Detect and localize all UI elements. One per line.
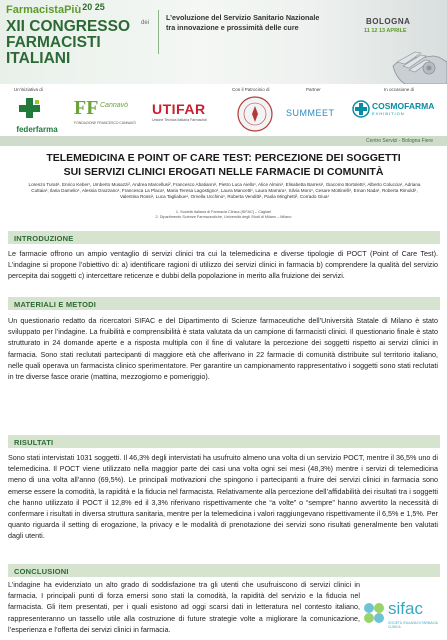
fofi-logo <box>74 98 144 132</box>
sifac-logo <box>360 596 440 638</box>
section-body-results: Sono stati intervistati 1031 soggetti. Il 46,3% degli intervistati ha usufruito almeno una volta di un servizio POCT, mentre il 36,5% uno di telemedicina. Il POCT viene utilizzato nella maggior parte dei casi una volta ogni sei mesi (48,3%) mentre i servizi di telemedicina meno di una volta all’anno (69,5%). Le principali motivazioni che spingono i partecipanti a fruire dei servizi clinici in farmacia sono emerse essere la comodità, la rapidità e la fiducia nel farmacista. Relativamente alla percezione dell’affidabilità dei risultati tra i soggetti che hanno utilizzato il POCT il 12,8% ed il 3,3% riferivano rispettivamente che “a volte” o “sempre” hanno avvertito la necessità di confermare i risultati in diversa struttura sanitaria, mentre per la telemedicina i valori raggiungevano rispettivamente il 6,5% e 1,5%. Per quanto riguarda il setting di erogazione, la privacy e le modalità di prenotazione dei servizi sono risultati generalmente ben valutati dagli utenti. <box>8 453 438 541</box>
section-title-introduction: INTRODUZIONE <box>14 233 74 243</box>
label-partner: Partner <box>306 87 321 92</box>
cosmofarma-mark <box>352 100 370 118</box>
brand-logo <box>6 4 105 16</box>
congress-header <box>0 0 447 84</box>
utifar-name: UTIFAR <box>152 101 206 117</box>
summeet-name: SUMMEET <box>286 108 335 118</box>
cosmofarma-logo <box>352 98 444 128</box>
section-heading-methods <box>8 297 440 310</box>
section-heading-introduction <box>8 231 440 244</box>
section-body-methods: Un questionario redatto da ricercatori SIFAC e del Dipartimento di Scienze farmaceutiche dell’Università Statale di Milano è stato sviluppato per l’indagine. La fruibilità e comprensibilità è stata valutata da un campione di farmacisti clinici. Il questionario finale è stato strutturato in 24 domande aperte e a risposta multipla con il fine di valutare la percezione dei soggetti rispetto ai servizi clinici in farmacia. Sono stati reclutati partecipanti di maggiore età che afferivano in 22 farmacie di comunità distribuite sul territorio italiano, nelle quali operava un farmacista clinico sperimentatore. Per garantire un campionamento rappresentativo i soggetti sono stati reclutati in tre diverse fasce orarie (mattina, mezzogiorno e pomeriggio). <box>8 316 438 382</box>
poster-title-line-1: TELEMEDICINA E POINT OF CARE TEST: PERCEZIONE DEI SOGGETTI <box>46 152 401 164</box>
affiliation-1: 1. Società Italiana di Farmacia Clinica (SIFAC) – Cagliari <box>175 210 272 214</box>
poster-title <box>0 151 447 179</box>
section-body-conclusions: L’indagine ha evidenziato un alto grado di soddisfazione tra gli utenti che usufruiscono di servizi clinici in farmacia. I principali punti di forza emersi sono stati la comodità, la rapidità del servizio e la fiducia nel farmacista. Gli item presentati, per i quali esistono ad oggi scarsi dati in letteratura nel contesto italiano, rappresenteranno un tassello utile alla costruzione di future strategie volte a migliorare la comunicazione, l’esperienza e l’offerta dei servizi clinici in farmacia. <box>8 580 360 634</box>
partner-logos <box>0 84 447 136</box>
congress-dates: 11 12 13 APRILE <box>364 28 407 34</box>
federfarma-mark <box>6 96 68 120</box>
venue-label: Centro Servizi - Bologna Fiere <box>366 137 433 144</box>
federfarma-logo <box>6 96 68 132</box>
congress-subtitle <box>166 13 356 33</box>
fofi-letters: FF <box>74 97 99 119</box>
robot-hand-image <box>385 22 447 84</box>
subtitle-line-1: L’evoluzione del Servizio Sanitario Nazionale <box>166 13 320 22</box>
brand-year: 20 25 <box>82 2 105 12</box>
sifac-subtitle: SOCIETÀ ITALIANA DI FARMACIA CLINICA <box>388 621 438 629</box>
section-title-results: RISULTATI <box>14 437 54 447</box>
label-initiative: Un’iniziativa di <box>14 87 43 92</box>
cosmofarma-name: COSMOFARMA <box>372 101 435 111</box>
header-divider <box>158 10 159 54</box>
congress-city: BOLOGNA <box>366 17 411 26</box>
fofi-subtitle: FONDAZIONE FRANCESCO CANNAVÒ <box>74 121 136 125</box>
label-occasion: In occasione di <box>384 87 415 92</box>
summeet-logo <box>286 108 346 118</box>
author-list: Lorenzo Turati¹, Enrico Keber¹, Umberto Musazzi², Andrea Marcellusi², Francesco Abatianni¹, Pietro Luca Aiello¹, Alice Almini¹, Elisabetta Barresi¹, Giacomo Bortoletti¹, Alberto Coluccia¹, Adriana Cuttaia¹, Ilaria Damelio¹, Alessia Grazzano¹, Francesca La Placa¹, Maria Teresa Lagostigno¹, Laura Mancetti¹, Laura Marrara¹, Silvia Moro¹, Cesare Mottinelli¹, Eman Nada¹, Roberta Rimoldi¹, Valentina Rossi¹, Luca Tagliabue¹, Ornella Ucchino¹, Roberta Venditti¹, Paola Minghetti², Corrado Giua¹ <box>28 182 421 200</box>
utifar-logo <box>152 102 218 130</box>
affiliation-2: 2. Dipartimento Scienze Farmaceutiche, Università degli Studi di Milano – Milano <box>155 215 292 219</box>
congress-suffix: dei <box>141 20 150 26</box>
cosmofarma-subtitle: EXHIBITION <box>372 111 405 116</box>
patronage-seal <box>236 95 274 133</box>
label-patronage: Con il Patrocinio di <box>232 87 270 92</box>
section-heading-results <box>8 435 440 448</box>
utifar-subtitle: Unione Tecnica Italiana Farmacisti <box>152 118 207 122</box>
poster-title-line-2: SUI SERVIZI CLINICI EROGATI NELLE FARMACIE DI COMUNITÀ <box>63 166 384 178</box>
subtitle-line-2: tra innovazione e prossimità delle cure <box>166 23 299 32</box>
brand-name: FarmacistaPiù <box>6 4 82 16</box>
section-heading-conclusions <box>8 564 440 577</box>
venue-strip <box>0 136 447 146</box>
federfarma-name: federfarma <box>16 125 58 134</box>
section-title-methods: MATERIALI E METODI <box>14 299 97 309</box>
sifac-name: sifac <box>388 599 423 618</box>
sifac-mark <box>360 600 388 630</box>
congress-title: XII CONGRESSO FARMACISTI ITALIANI <box>6 18 131 67</box>
section-body-introduction: Le farmacie offrono un ampio ventaglio di servizi clinici tra cui la telemedicina e diverse tipologie di POCT (Point of Care Test). L’indagine si propone l’obiettivo di: a) identificare ragioni di utilizzo dei servizi clinici in farmacia b) comprendere la qualità del servizio percepita dai soggetti c) intercettare reticenze e dubbi della popolazione in merito alla fruizione dei servizi. <box>8 249 438 281</box>
fofi-script: Cannavò <box>100 102 129 109</box>
section-title-conclusions: CONCLUSIONI <box>14 566 69 576</box>
